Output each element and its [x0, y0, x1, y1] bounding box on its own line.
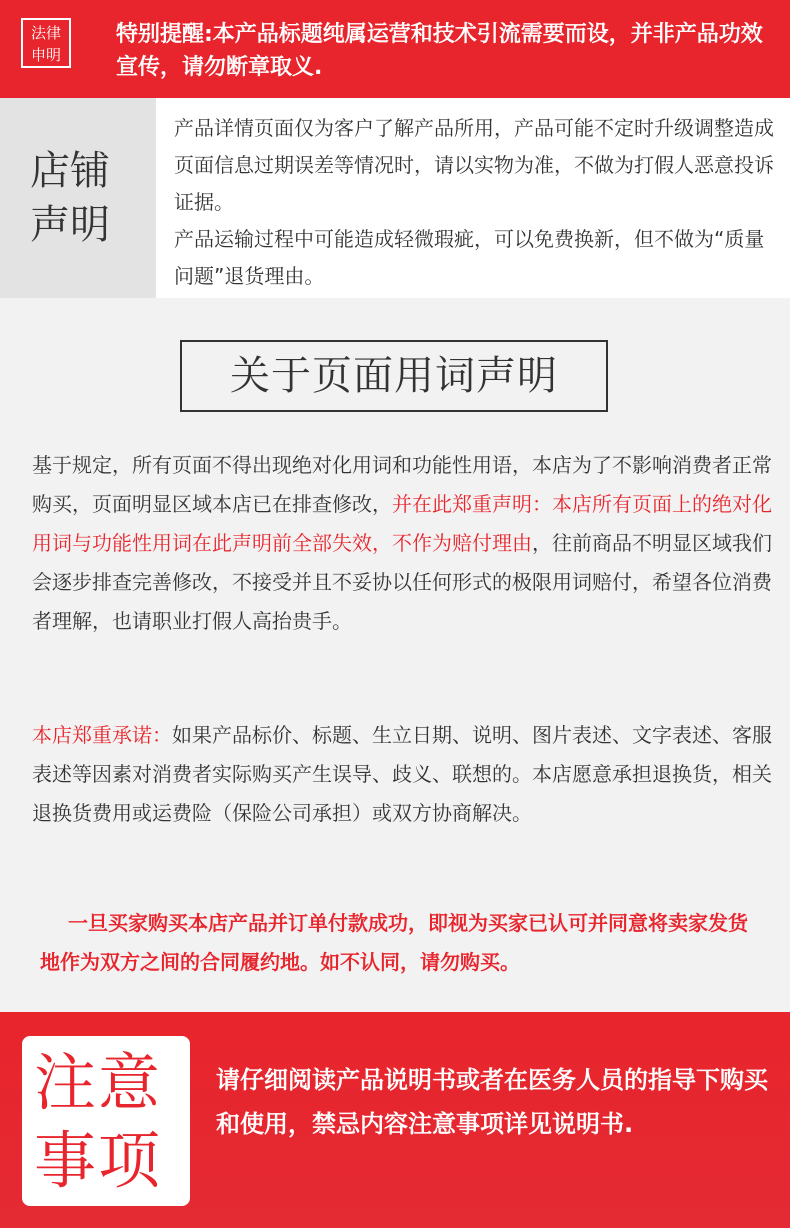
legal-notice-banner [0, 0, 790, 98]
wording-statement-paragraph-1 [32, 446, 772, 641]
store-promise-text: 如果产品标价、标题、生立日期、说明、图片表述、文字表述、客服表述等因素对消费者实际购买产生误导、歧义、联想的。本店愿意承担退换货，相关退换货费用或运费险（保险公司承担）或双方协商解决。 [32, 723, 772, 825]
store-statement-paragraph-1: 产品详情页面仅为客户了解产品所用，产品可能不定时升级调整造成页面信息过期误差等情况时，请以实物为准，不做为打假人恶意投诉证据。 [174, 116, 774, 214]
notice-section [0, 1012, 790, 1228]
notice-text: 请仔细阅读产品说明书或者在医务人员的指导下购买和使用，禁忌内容注意事项详见说明书. [216, 1066, 768, 1138]
contract-place-paragraph: 一旦买家购买本店产品并订单付款成功，即视为买家已认可并同意将卖家发货地作为双方之间的合同履约地。如不认同，请勿购买。 [40, 911, 748, 974]
p1-text-end: ，往前商品不明显区域我们会逐步排查完善修改，不接受并且不妥协以任何形式的极限用词赔付，希望各位消费者理解，也请职业打假人高抬贵手。 [32, 531, 772, 633]
store-statement-paragraph-2: 产品运输过程中可能造成轻微瑕疵，可以免费换新，但不做为“质量问题”退货理由。 [174, 227, 765, 288]
notice-label [34, 1044, 184, 1200]
store-statement-label-box [0, 98, 156, 298]
store-label-line-2: 声明 [30, 202, 110, 248]
legal-statement-badge [21, 18, 71, 68]
store-promise-paragraph [32, 716, 772, 833]
store-statement-section [0, 98, 790, 298]
notice-label-line-2: 事项 [34, 1124, 163, 1197]
store-label-line-1: 店铺 [30, 148, 110, 194]
p1-declaration-highlight: 并在此郑重声明：本店所有页面上的绝对化用词与功能性用词在此声明前全部失效，不作为赔付理由 [32, 492, 772, 555]
notice-label-box [22, 1036, 190, 1206]
wording-statement-title: 关于页面用词声明 [180, 340, 608, 412]
badge-line-2: 申明 [30, 46, 61, 64]
badge-line-1: 法律 [30, 24, 61, 42]
store-promise-label: 本店郑重承诺： [32, 723, 172, 747]
store-statement-label [30, 144, 130, 252]
notice-label-line-1: 注意 [34, 1046, 163, 1119]
special-reminder-text: 特别提醒:本产品标题纯属运营和技术引流需要而设，并非产品功效宣传，请勿断章取义. [116, 22, 763, 80]
store-statement-text [174, 110, 776, 295]
p1-text-start: 基于规定，所有页面不得出现绝对化用词和功能性用语，本店为了不影响消费者正常购买，页面明显区域本店已在排查修改， [32, 453, 772, 516]
